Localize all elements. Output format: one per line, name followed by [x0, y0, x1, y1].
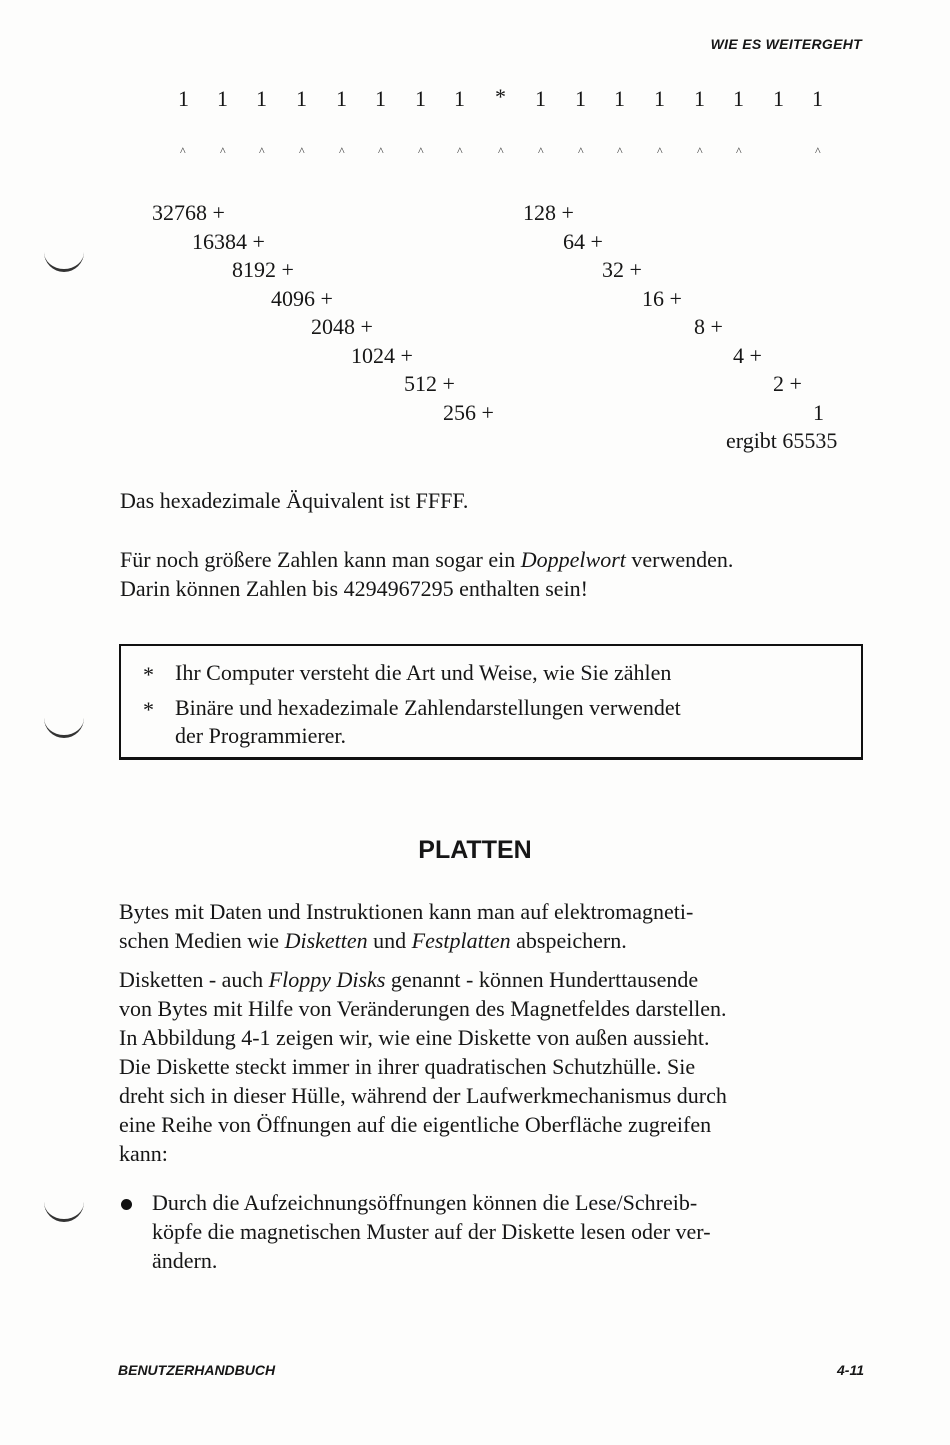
running-header: WIE ES WEITERGEHT: [710, 36, 862, 52]
bit: 1: [296, 86, 307, 111]
bit: 1: [217, 86, 228, 111]
place-value: 64 +: [563, 229, 603, 254]
place-value: 32 +: [602, 257, 642, 282]
box-bullet-star: *: [143, 697, 154, 722]
paragraph-line: Disketten - auch Floppy Disks genannt - können Hunderttausende: [119, 967, 699, 992]
bit: 1: [654, 86, 665, 111]
paragraph-line: Bytes mit Daten und Instruktionen kann man auf elektromagneti-: [119, 899, 694, 924]
sum-result: ergibt 65535: [726, 428, 838, 453]
bullet-line: Durch die Aufzeichnungsöffnungen können die Lese/Schreib-: [152, 1190, 698, 1215]
box-bullet-star: *: [143, 662, 154, 687]
place-value: 512 +: [404, 371, 455, 396]
bit: 1: [336, 86, 347, 111]
place-value: 1: [813, 400, 824, 425]
caret-mark: ^: [736, 144, 742, 158]
bit: 1: [454, 86, 465, 111]
paragraph-line: schen Medien wie Disketten und Festplatten abspeichern.: [119, 928, 627, 953]
bit: 1: [812, 86, 823, 111]
caret-mark: ^: [457, 144, 463, 158]
bit: 1: [178, 86, 189, 111]
place-value: 4 +: [733, 343, 762, 368]
caret-mark: ^: [498, 144, 504, 158]
caret-mark: ^: [259, 144, 265, 158]
bit: 1: [535, 86, 546, 111]
bit: 1: [415, 86, 426, 111]
binder-hole-bottom: [44, 1196, 84, 1222]
caret-mark: ^: [538, 144, 544, 158]
paragraph-line: eine Reihe von Öffnungen auf die eigentliche Oberfläche zugreifen: [119, 1112, 712, 1137]
caret-mark: ^: [578, 144, 584, 158]
place-value: 16 +: [642, 286, 682, 311]
bullet-line: köpfe die magnetischen Muster auf der Diskette lesen oder ver-: [152, 1219, 711, 1244]
bit: 1: [575, 86, 586, 111]
place-value: 8192 +: [232, 257, 294, 282]
box-item-2-cont: der Programmierer.: [175, 723, 347, 748]
bit: 1: [694, 86, 705, 111]
emphasis-doppelwort: Doppelwort: [520, 547, 626, 572]
paragraph-line: kann:: [119, 1141, 168, 1166]
place-value: 256 +: [443, 400, 494, 425]
paragraph-line: Die Diskette steckt immer in ihrer quadratischen Schutzhülle. Sie: [119, 1054, 696, 1079]
binder-hole-top: [44, 246, 84, 272]
caret-mark: ^: [657, 144, 663, 158]
summary-box: [119, 644, 863, 760]
paragraph-line: dreht sich in dieser Hülle, während der Laufwerkmechanismus durch: [119, 1083, 727, 1108]
binder-hole-middle: [44, 712, 84, 738]
caret-mark: ^: [418, 144, 424, 158]
place-value: 2048 +: [311, 314, 373, 339]
paragraph-line: Für noch größere Zahlen kann man sogar ein Doppelwort verwenden.: [120, 547, 734, 572]
place-value: 4096 +: [271, 286, 333, 311]
bullet-dot-icon: [121, 1199, 132, 1210]
running-footer-title: BENUTZERHANDBUCH: [118, 1362, 276, 1378]
section-heading: PLATTEN: [418, 836, 532, 864]
hex-equivalent-line: Das hexadezimale Äquivalent ist FFFF.: [120, 488, 469, 513]
emphasis-festplatten: Festplatten: [411, 928, 511, 953]
caret-mark: ^: [815, 144, 821, 158]
caret-mark: ^: [180, 144, 186, 158]
paragraph-line: von Bytes mit Hilfe von Veränderungen des Magnetfeldes darstellen.: [119, 996, 727, 1021]
caret-mark: ^: [220, 144, 226, 158]
paragraph-line: In Abbildung 4-1 zeigen wir, wie eine Diskette von außen aussieht.: [119, 1025, 710, 1050]
bit: 1: [614, 86, 625, 111]
place-value: 128 +: [523, 200, 574, 225]
place-value: 32768 +: [152, 200, 225, 225]
caret-mark: ^: [339, 144, 345, 158]
bit: 1: [733, 86, 744, 111]
caret-mark: ^: [697, 144, 703, 158]
box-item-2: Binäre und hexadezimale Zahlendarstellungen verwendet: [175, 695, 681, 720]
caret-mark: ^: [299, 144, 305, 158]
emphasis-disketten: Disketten: [284, 928, 368, 953]
place-value: 1024 +: [351, 343, 413, 368]
byte-separator: *: [495, 84, 506, 109]
bit: 1: [256, 86, 267, 111]
page-number: 4-11: [837, 1362, 864, 1378]
caret-mark: ^: [378, 144, 384, 158]
place-value: 2 +: [773, 371, 802, 396]
box-item-1: Ihr Computer versteht die Art und Weise, wie Sie zählen: [175, 660, 672, 685]
paragraph-line: Darin können Zahlen bis 4294967295 enthalten sein!: [120, 576, 589, 601]
place-value: 16384 +: [192, 229, 265, 254]
bit: 1: [773, 86, 784, 111]
place-value: 8 +: [694, 314, 723, 339]
caret-mark: ^: [617, 144, 623, 158]
bullet-line: ändern.: [152, 1248, 218, 1273]
emphasis-floppy-disks: Floppy Disks: [268, 967, 386, 992]
bit: 1: [375, 86, 386, 111]
